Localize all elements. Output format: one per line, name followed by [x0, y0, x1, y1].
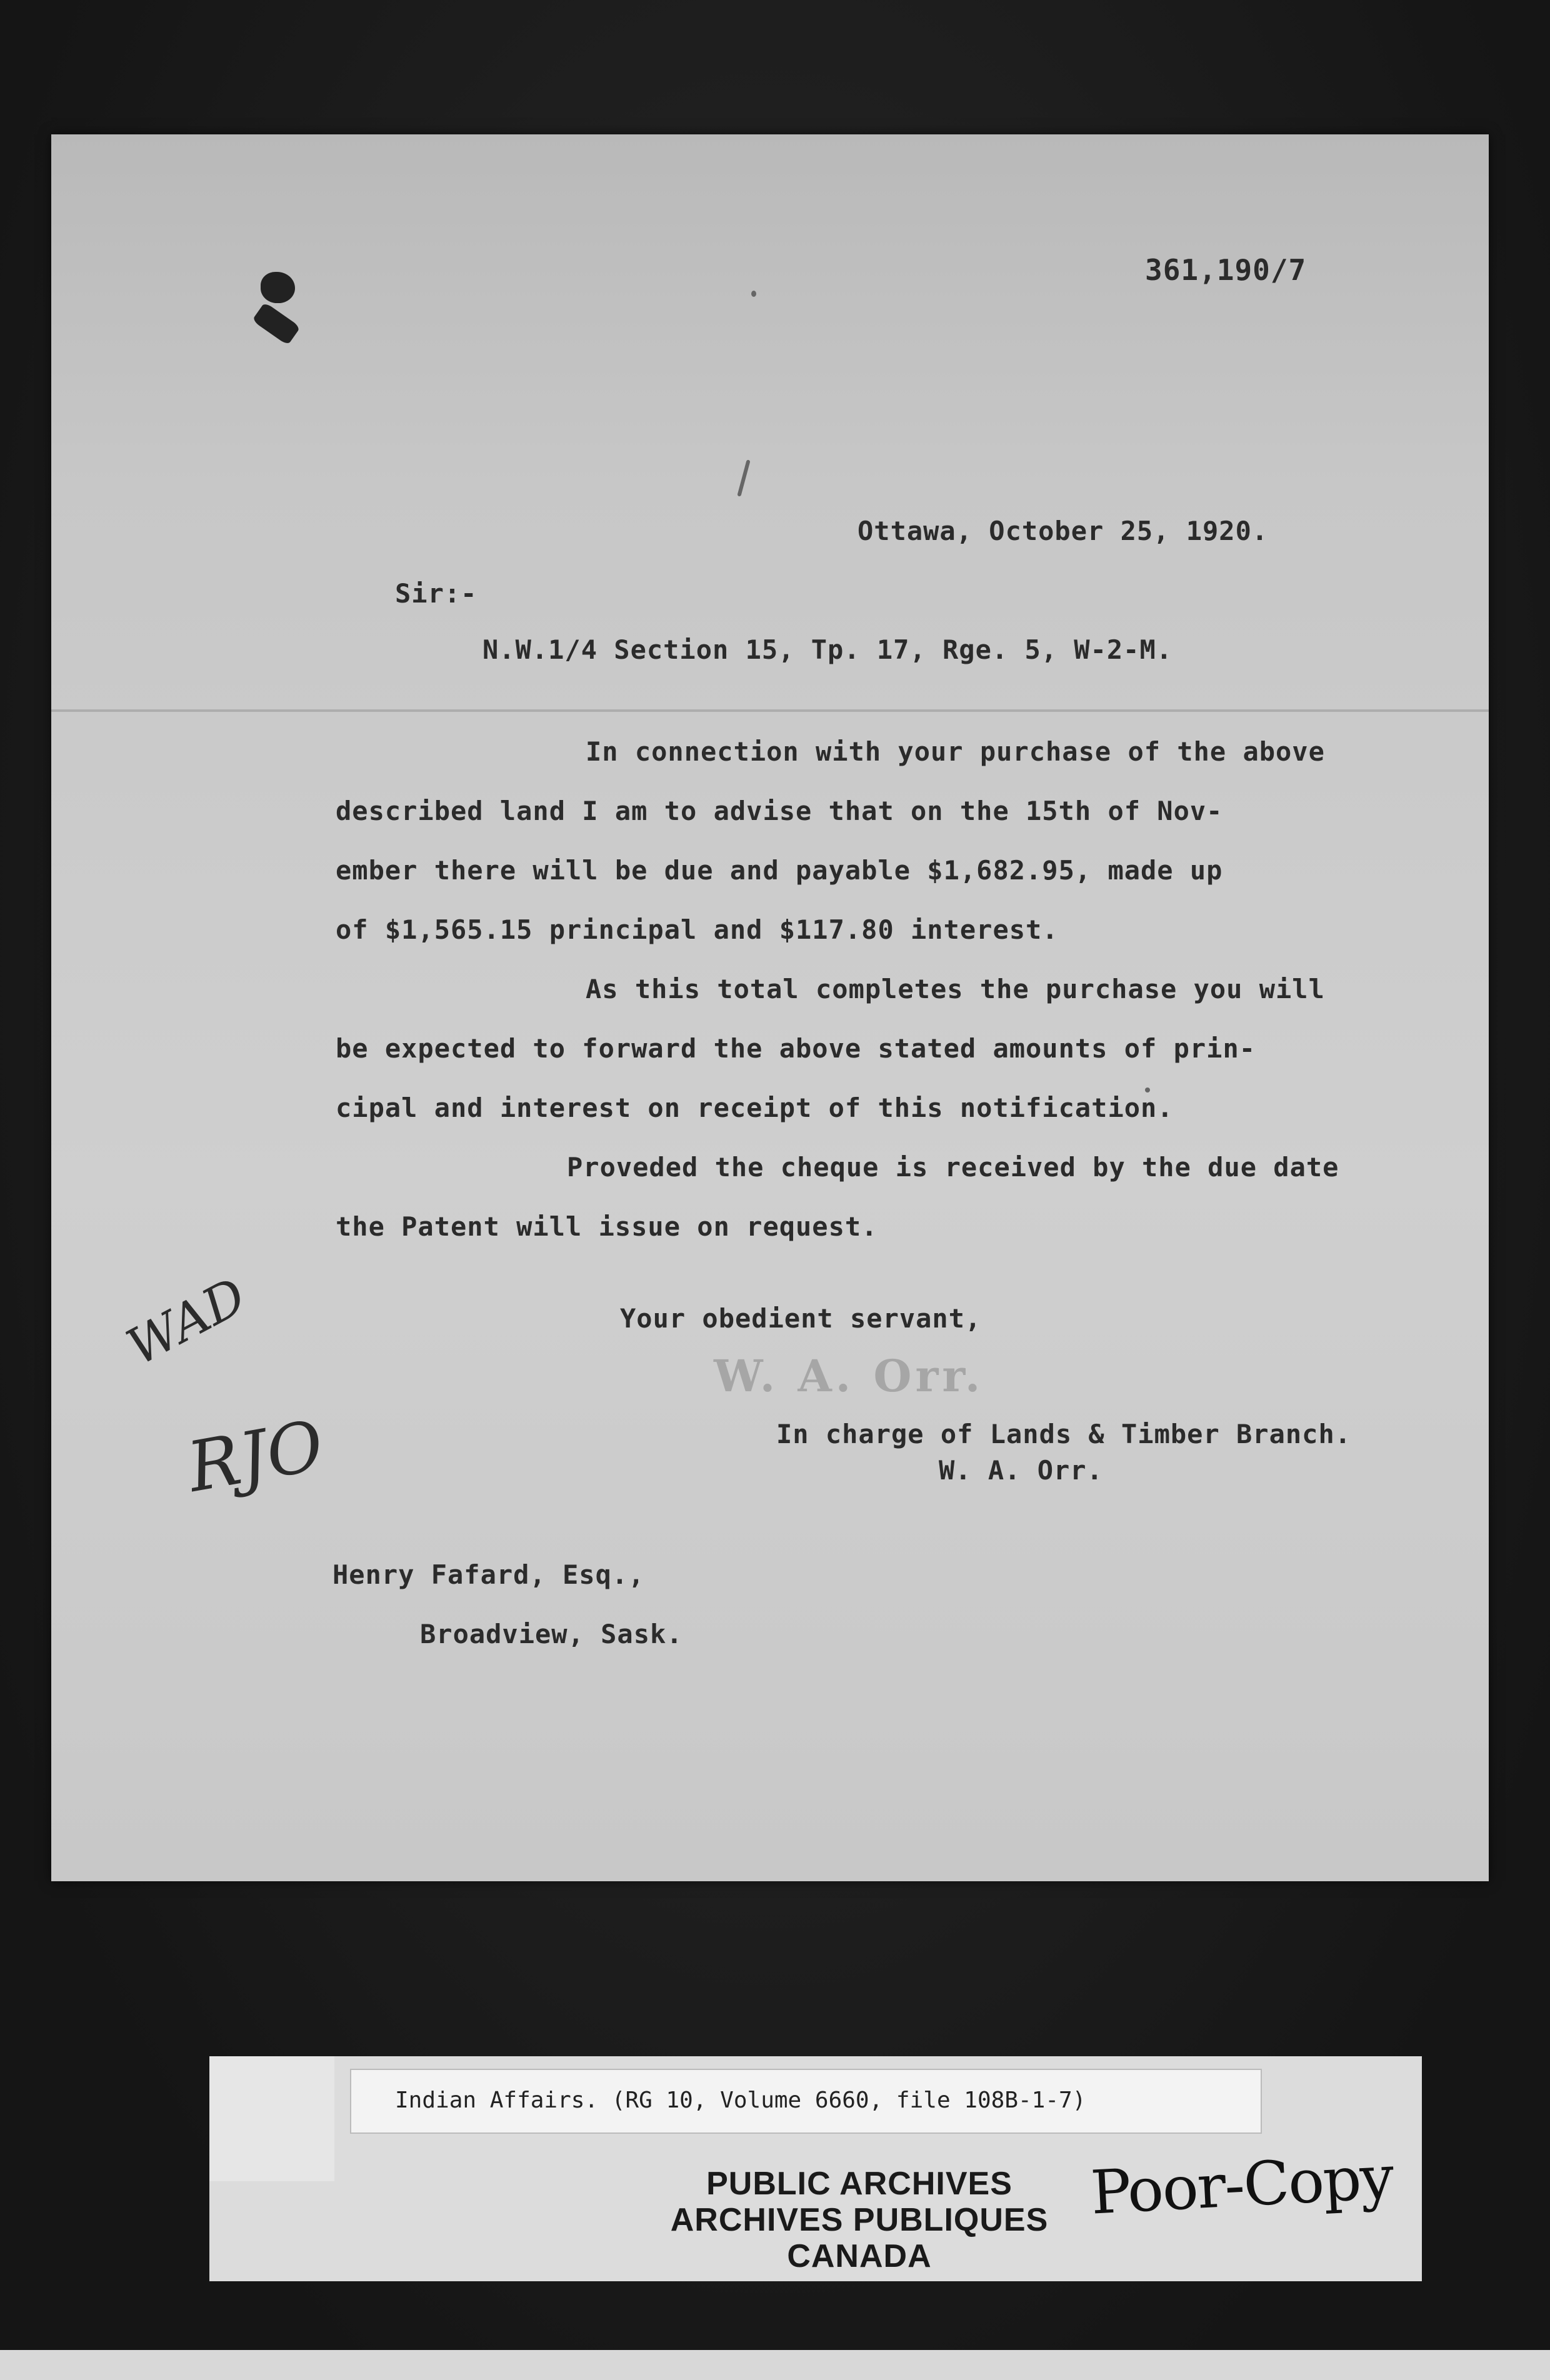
signatory-title: In charge of Lands & Timber Branch.	[776, 1419, 1352, 1449]
page-fold-line	[51, 709, 1489, 712]
poor-copy-note: Poor-Copy	[1089, 2142, 1395, 2228]
archive-label	[209, 2056, 1422, 2281]
dust-speck	[751, 291, 756, 297]
film-edge-strip	[0, 2350, 1550, 2380]
label-tab	[209, 2056, 334, 2181]
addressee-place: Broadview, Sask.	[420, 1619, 683, 1649]
archive-citation: Indian Affairs. (RG 10, Volume 6660, file 108B-1-7)	[395, 2088, 1086, 2113]
archives-line-1: PUBLIC ARCHIVES	[706, 2166, 1012, 2202]
ink-blot	[261, 272, 295, 303]
citation-card	[350, 2069, 1262, 2134]
body-line: As this total completes the purchase you will	[586, 974, 1325, 1004]
body-line: the Patent will issue on request.	[336, 1211, 878, 1242]
archives-line-3: CANADA	[787, 2238, 932, 2274]
salutation: Sir:-	[395, 578, 478, 609]
handwritten-initials: RJO	[181, 1405, 329, 1508]
signatory-name: W. A. Orr.	[939, 1455, 1103, 1486]
body-line: Proveded the cheque is received by the due date	[567, 1152, 1339, 1182]
closing: Your obedient servant,	[620, 1303, 982, 1334]
archives-stamp	[603, 2166, 1116, 2274]
body-line: described land I am to advise that on the 15th of Nov-	[336, 796, 1223, 826]
body-line: of $1,565.15 principal and $117.80 interest.	[336, 914, 1059, 945]
body-line: be expected to forward the above stated amounts of prin-	[336, 1033, 1256, 1064]
letter-body	[336, 722, 1411, 1256]
reference-number: 361,190/7	[1145, 253, 1307, 287]
addressee-name: Henry Fafard, Esq.,	[332, 1559, 645, 1590]
letter-page	[51, 134, 1489, 1881]
ink-blot	[252, 302, 301, 346]
dust-speck	[737, 459, 750, 497]
body-line: In connection with your purchase of the above	[586, 736, 1325, 767]
body-line: cipal and interest on receipt of this notification.	[336, 1092, 1174, 1123]
body-line: ember there will be due and payable $1,682.95, made up	[336, 855, 1223, 886]
subject-line: N.W.1/4 Section 15, Tp. 17, Rge. 5, W-2-M.	[482, 634, 1173, 665]
handwritten-initials: WAD	[118, 1266, 256, 1377]
archives-line-2: ARCHIVES PUBLIQUES	[670, 2202, 1049, 2238]
date-line: Ottawa, October 25, 1920.	[858, 516, 1269, 546]
faded-signature-stamp: W. A. Orr.	[714, 1350, 984, 1402]
dust-speck	[1145, 1088, 1150, 1092]
